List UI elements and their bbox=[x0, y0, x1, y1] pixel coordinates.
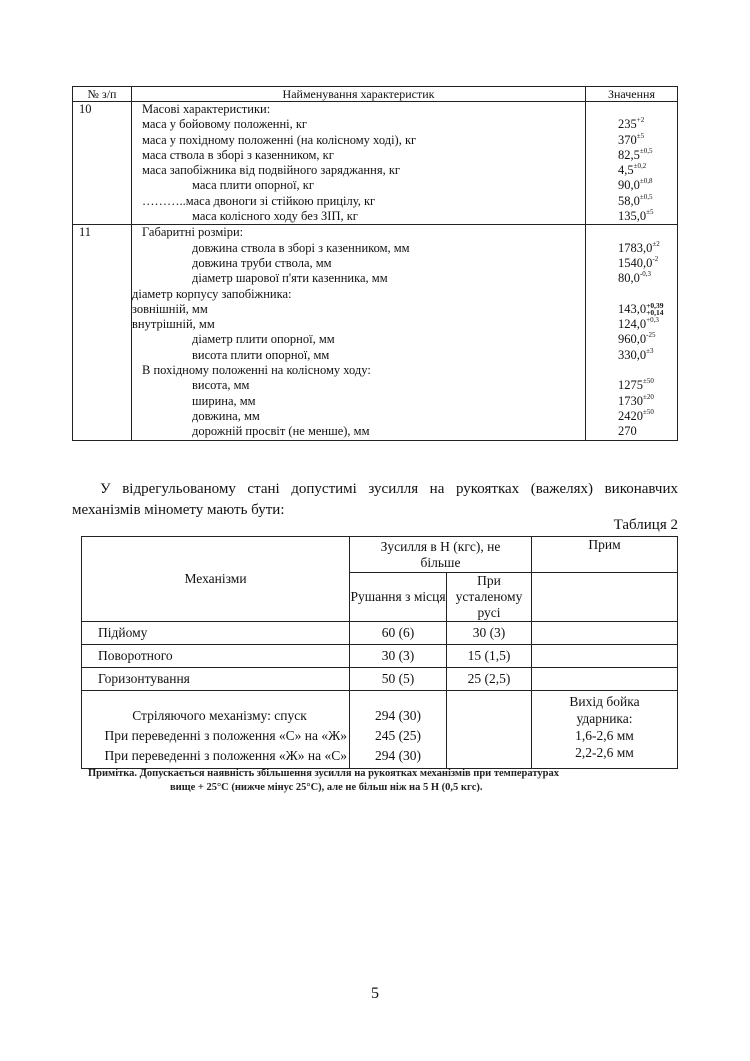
value-number: 1275 bbox=[618, 378, 643, 393]
characteristic-value bbox=[586, 241, 677, 256]
firing-note bbox=[532, 691, 678, 769]
characteristic-value bbox=[586, 302, 677, 317]
row-11-names bbox=[132, 225, 586, 440]
value-number: 330,0 bbox=[618, 347, 647, 362]
start-force: 60 (6) bbox=[350, 622, 447, 645]
empty-cell bbox=[532, 573, 678, 622]
characteristic-name: дорожній просвіт (не менше), мм bbox=[192, 424, 370, 439]
value-number: 143,0 bbox=[618, 301, 647, 316]
footnote-line2: вище + 25°С (нижче мінус 25°С), але не більш ніж на 5 Н (0,5 кгс). bbox=[170, 782, 483, 793]
characteristic-name: внутрішній, мм bbox=[132, 317, 215, 332]
characteristic-name: довжина ствола в зборі з казенником, мм bbox=[192, 240, 410, 255]
steady-force: 30 (3) bbox=[447, 622, 532, 645]
tolerance: ±3 bbox=[646, 346, 654, 355]
row-number: 10 bbox=[73, 102, 132, 225]
mechanism-name: Горизонтування bbox=[82, 668, 350, 691]
value-number: 2420 bbox=[618, 408, 643, 423]
value-number: 960,0 bbox=[618, 332, 647, 347]
characteristic-value bbox=[586, 117, 677, 132]
firing-value: 294 (30) bbox=[374, 748, 422, 763]
characteristics-table bbox=[72, 86, 678, 441]
header-start: Рушання з місця bbox=[350, 573, 447, 622]
firing-value: 245 (25) bbox=[374, 728, 422, 743]
tolerance: ±50 bbox=[643, 407, 654, 416]
tolerance: ±20 bbox=[643, 392, 654, 401]
header-value: Значення bbox=[586, 87, 678, 102]
value-number: 82,5 bbox=[618, 147, 640, 162]
characteristic-value bbox=[586, 102, 677, 117]
table-header-row bbox=[82, 537, 678, 573]
characteristic-name: висота, мм bbox=[192, 378, 250, 393]
tolerance: ±0,2 bbox=[633, 162, 647, 171]
firing-values bbox=[350, 691, 447, 769]
characteristic-value bbox=[586, 256, 677, 271]
header-force: Зусилля в Н (кгс), не більше bbox=[350, 537, 532, 573]
characteristic-value bbox=[586, 163, 677, 178]
empty-cell bbox=[447, 691, 532, 769]
row-number: 11 bbox=[73, 225, 132, 440]
characteristic-name: маса у похідному положенні (на колісному ході), кг bbox=[142, 132, 417, 147]
row-10-values bbox=[586, 102, 678, 225]
characteristic-value bbox=[586, 225, 677, 240]
firing-mechanism-names bbox=[82, 691, 350, 769]
header-mechanisms: Механізми bbox=[82, 537, 350, 622]
characteristic-name: маса ствола в зборі з казенником, кг bbox=[142, 147, 334, 162]
firing-name: При переведенні з положення «Ж» на «С» bbox=[104, 748, 347, 763]
footnote-line1: Примітка. Допускається наявність збільшення зусилля на рукоятках механізмів при температурах bbox=[88, 768, 559, 779]
table-row bbox=[82, 645, 678, 668]
characteristic-name: діаметр плити опорної, мм bbox=[192, 332, 335, 347]
tolerance: ±50 bbox=[643, 377, 654, 386]
characteristic-value bbox=[586, 332, 677, 347]
value-number: 124,0 bbox=[618, 317, 647, 332]
characteristic-value bbox=[586, 209, 677, 224]
characteristic-name: довжина труби ствола, мм bbox=[192, 255, 332, 270]
tolerance: ±2 bbox=[652, 239, 660, 248]
empty-cell bbox=[532, 668, 678, 691]
empty-cell bbox=[532, 645, 678, 668]
value-number: 1540,0 bbox=[618, 255, 653, 270]
tolerance: -0,3 bbox=[639, 270, 651, 279]
characteristic-value bbox=[586, 394, 677, 409]
header-note: Прим bbox=[532, 537, 678, 573]
tolerance: -2 bbox=[652, 254, 659, 263]
characteristic-name: діаметр корпусу запобіжника: bbox=[132, 286, 292, 301]
tolerance-part: +0,39 bbox=[646, 300, 664, 310]
table-caption: Таблиця 2 bbox=[613, 517, 678, 533]
characteristic-value bbox=[586, 194, 677, 209]
body-paragraph: У відрегульованому стані допустимі зусилля на рукоятках (важелях) виконавчих механізмів міномету мають бути: bbox=[72, 481, 678, 518]
tolerance: +0,3 bbox=[646, 316, 659, 325]
characteristic-value bbox=[586, 409, 677, 424]
characteristic-name: діаметр шарової п'яти казенника, мм bbox=[192, 271, 388, 286]
value-number: 58,0 bbox=[618, 193, 640, 208]
mechanism-name: Поворотного bbox=[82, 645, 350, 668]
characteristic-value bbox=[586, 133, 677, 148]
characteristic-name: ширина, мм bbox=[192, 393, 256, 408]
value-number: 135,0 bbox=[618, 209, 647, 224]
characteristic-name: маса колісного ходу без ЗІП, кг bbox=[192, 209, 358, 224]
characteristic-name: ………..маса двоноги зі стійкою прицілу, кг bbox=[142, 193, 376, 208]
characteristic-name: Габаритні розміри: bbox=[142, 225, 244, 240]
characteristic-name: В похідному положенні на колісному ходу: bbox=[142, 363, 371, 378]
value-number: 270 bbox=[618, 424, 637, 439]
table-row bbox=[73, 102, 678, 225]
value-number: 1730 bbox=[618, 393, 643, 408]
value-number: 80,0 bbox=[618, 271, 640, 286]
steady-force: 15 (1,5) bbox=[447, 645, 532, 668]
table-row bbox=[82, 622, 678, 645]
characteristic-value bbox=[586, 148, 677, 163]
characteristic-value bbox=[586, 424, 677, 439]
header-steady: При усталеному русі bbox=[447, 573, 532, 622]
characteristic-value bbox=[586, 363, 677, 378]
page-number: 5 bbox=[371, 985, 379, 1002]
tolerance bbox=[646, 302, 663, 316]
table-row bbox=[73, 225, 678, 440]
tolerance: ±0,5 bbox=[639, 146, 653, 155]
firing-name: Стріляючого механізму: спуск bbox=[132, 708, 307, 723]
value-number: 370 bbox=[618, 132, 637, 147]
characteristic-name: висота плити опорної, мм bbox=[192, 347, 330, 362]
tolerance: +2 bbox=[636, 116, 645, 125]
row-11-values bbox=[586, 225, 678, 440]
characteristic-name: зовнішній, мм bbox=[132, 301, 208, 316]
note-value: 1,6-2,6 мм bbox=[575, 728, 634, 743]
value-number: 4,5 bbox=[618, 163, 634, 178]
value-number: 90,0 bbox=[618, 178, 640, 193]
table-row bbox=[82, 691, 678, 769]
value-number: 235 bbox=[618, 117, 637, 132]
characteristic-value bbox=[586, 348, 677, 363]
start-force: 50 (5) bbox=[350, 668, 447, 691]
start-force: 30 (3) bbox=[350, 645, 447, 668]
row-10-names bbox=[132, 102, 586, 225]
empty-cell bbox=[532, 622, 678, 645]
characteristic-value bbox=[586, 317, 677, 332]
characteristic-name: маса запобіжника від подвійного заряджання, кг bbox=[142, 163, 401, 178]
characteristic-name: маса у бойовому положенні, кг bbox=[142, 117, 308, 132]
characteristic-name: маса плити опорної, кг bbox=[192, 178, 314, 193]
header-name: Найменування характеристик bbox=[132, 87, 586, 102]
firing-name: При переведенні з положення «С» на «Ж» bbox=[104, 728, 347, 743]
value-number: 1783,0 bbox=[618, 240, 653, 255]
note-title: Вихід бойка ударника: bbox=[569, 694, 640, 726]
header-num: № з/п bbox=[73, 87, 132, 102]
characteristic-value bbox=[586, 271, 677, 286]
tolerance-part: +0,14 bbox=[646, 307, 664, 317]
characteristic-value bbox=[586, 178, 677, 193]
note-value: 2,2-2,6 мм bbox=[575, 745, 634, 760]
tolerance: -25 bbox=[646, 331, 656, 340]
footnote bbox=[88, 767, 668, 795]
tolerance: ±5 bbox=[636, 131, 645, 140]
characteristic-value bbox=[586, 378, 677, 393]
characteristic-value bbox=[586, 287, 677, 302]
tolerance: ±5 bbox=[646, 208, 654, 217]
mechanism-name: Підйому bbox=[82, 622, 350, 645]
characteristic-name: довжина, мм bbox=[192, 408, 260, 423]
forces-table bbox=[81, 536, 678, 769]
steady-force: 25 (2,5) bbox=[447, 668, 532, 691]
characteristic-name: Масові характеристики: bbox=[142, 102, 271, 116]
firing-value: 294 (30) bbox=[374, 708, 422, 723]
table-row bbox=[82, 668, 678, 691]
tolerance: ±0,8 bbox=[639, 177, 653, 186]
table-header-row bbox=[73, 87, 678, 102]
tolerance: ±0,5 bbox=[639, 192, 653, 201]
